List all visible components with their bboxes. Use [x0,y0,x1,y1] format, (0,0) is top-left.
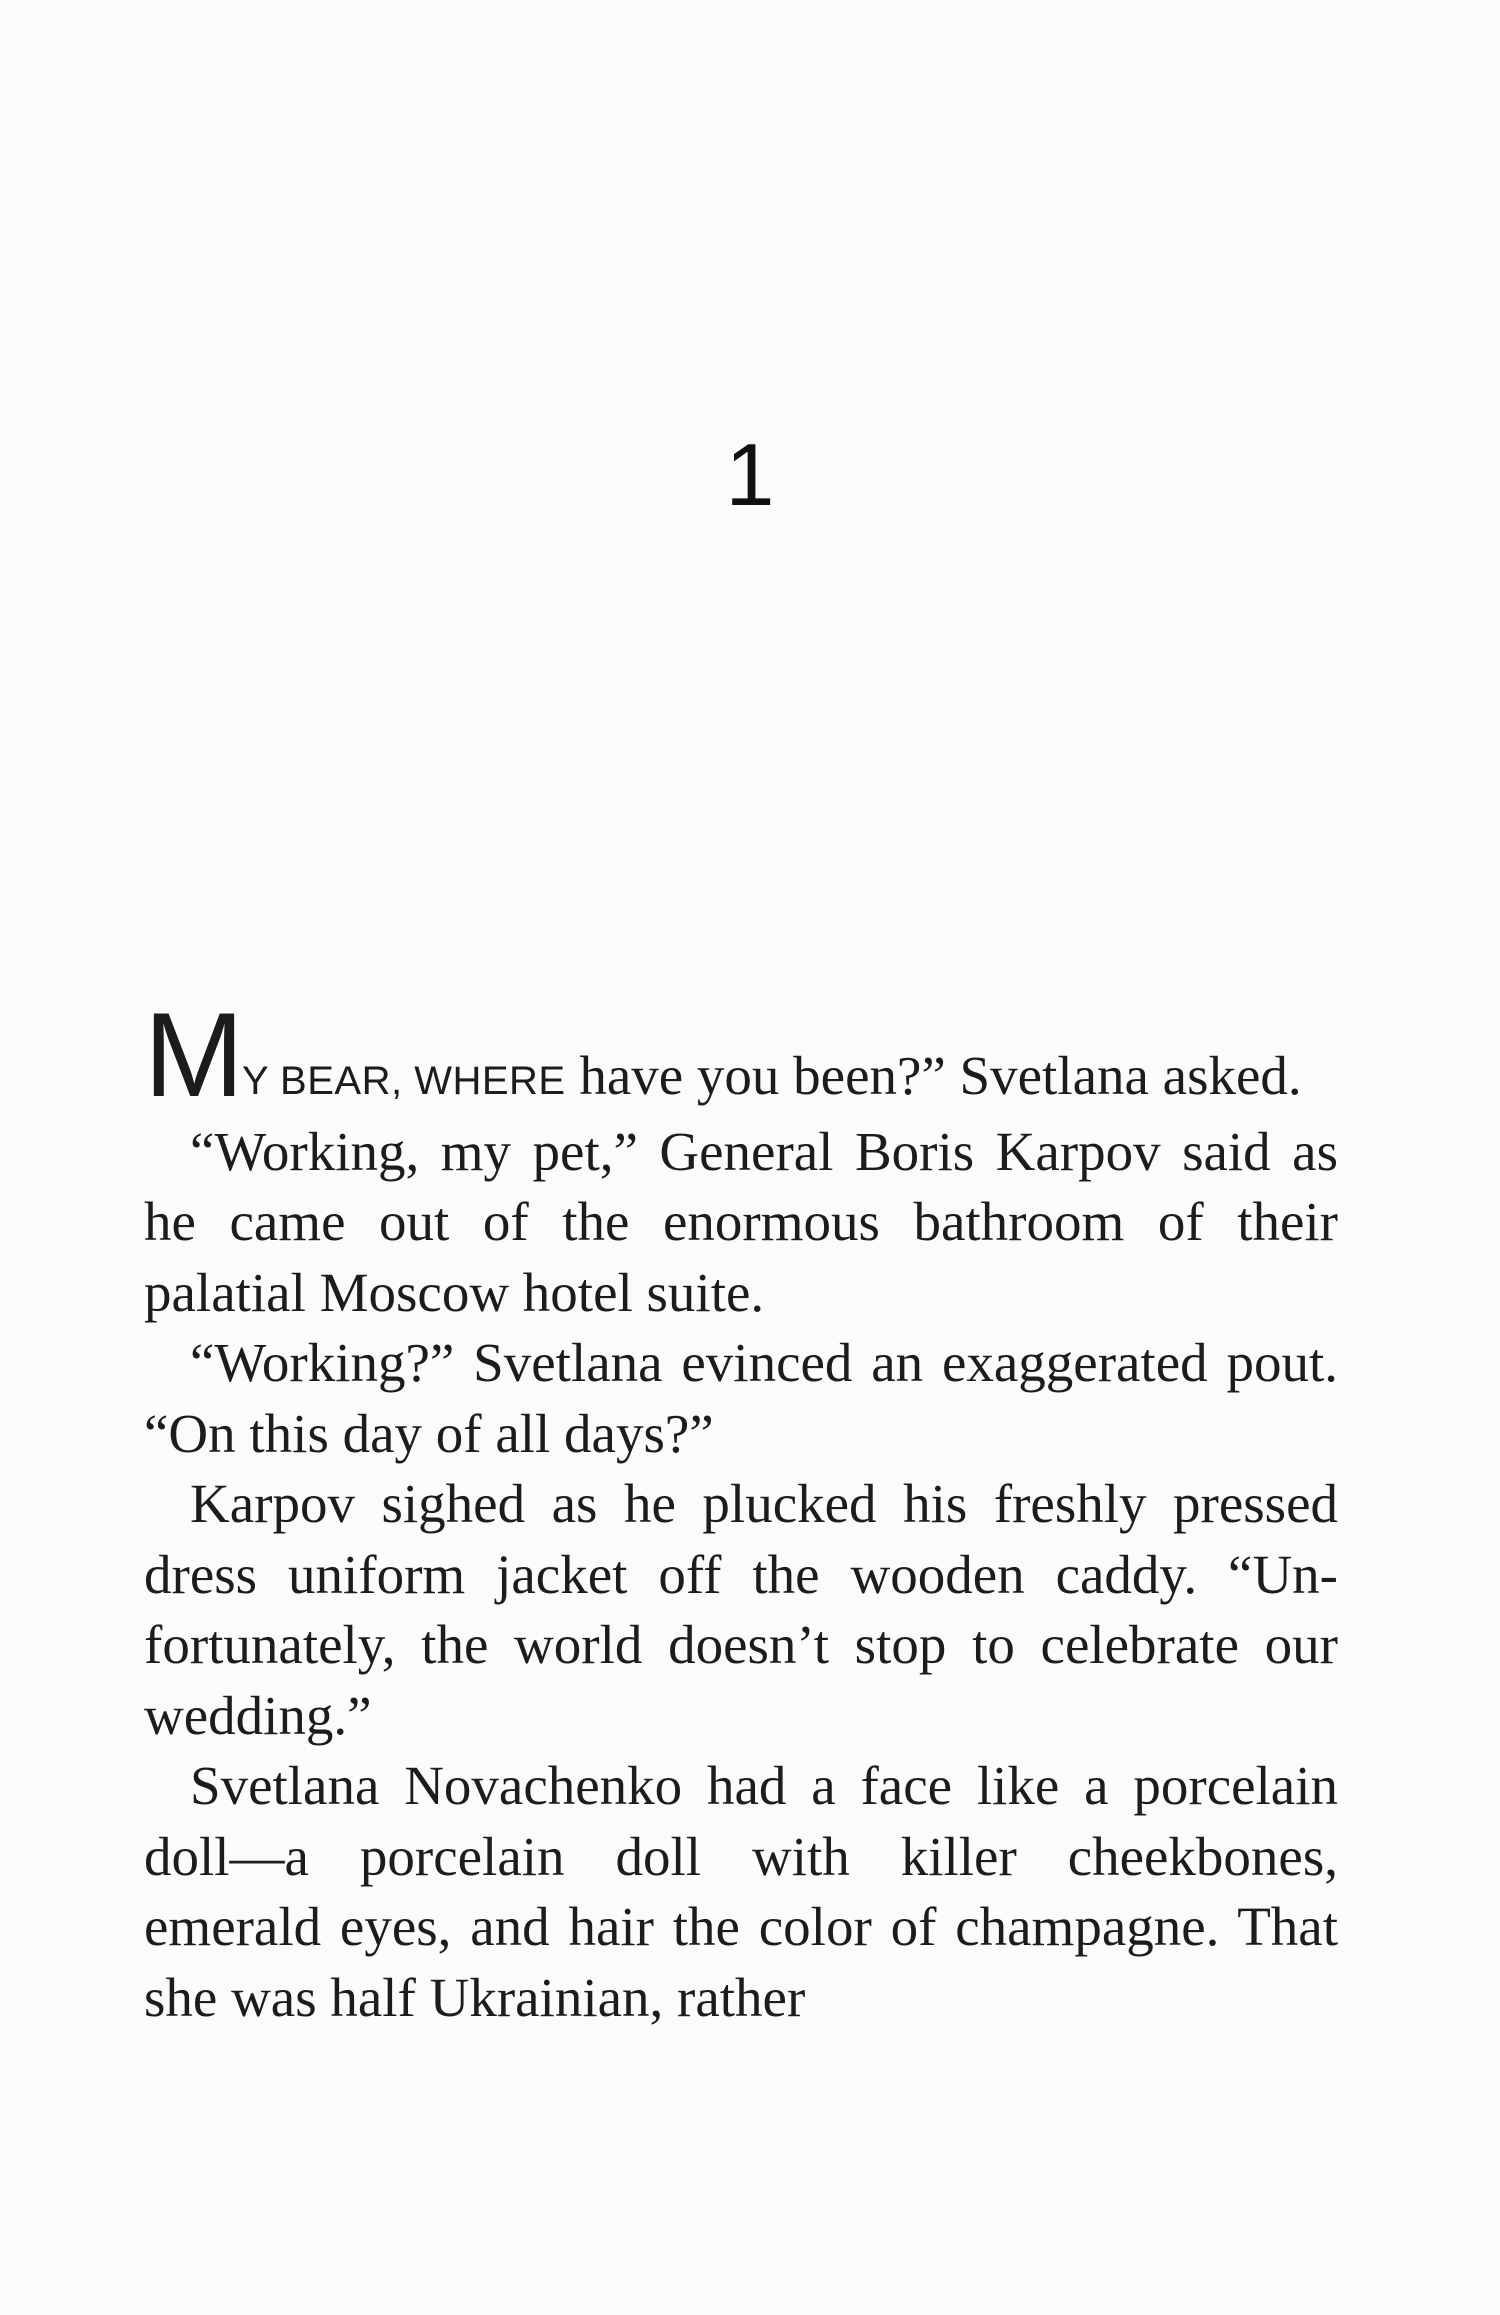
paragraph-1 [144,988,1338,1122]
chapter-body [144,988,1338,2033]
paragraph-1-text: have you been?” Svetlana asked. [565,1045,1302,1106]
lead-in-small-caps: Y BEAR, WHERE [241,1059,566,1103]
chapter-number: 1 [725,425,775,524]
paragraph-3: “Working?” Svetlana evinced an exaggerated pout. “On this day of all days?” [144,1332,1338,1464]
drop-cap: M [144,988,242,1122]
paragraph-5: Svetlana Novachenko had a face like a porcelain doll—a porcelain doll with killer cheekbones, emerald eyes, and hair the color of champagne. That she was half Ukrainian, rather [144,1755,1338,2028]
paragraph-4: Karpov sighed as he plucked his freshly pressed dress uniform jacket off the wooden caddy. “Unfortunately, the world doesn’t stop to celebrate our wedding.” [144,1473,1338,1746]
paragraph-2: “Working, my pet,” General Boris Karpov said as he came out of the enormous bathroom of their palatial Moscow hotel suite. [144,1120,1338,1323]
